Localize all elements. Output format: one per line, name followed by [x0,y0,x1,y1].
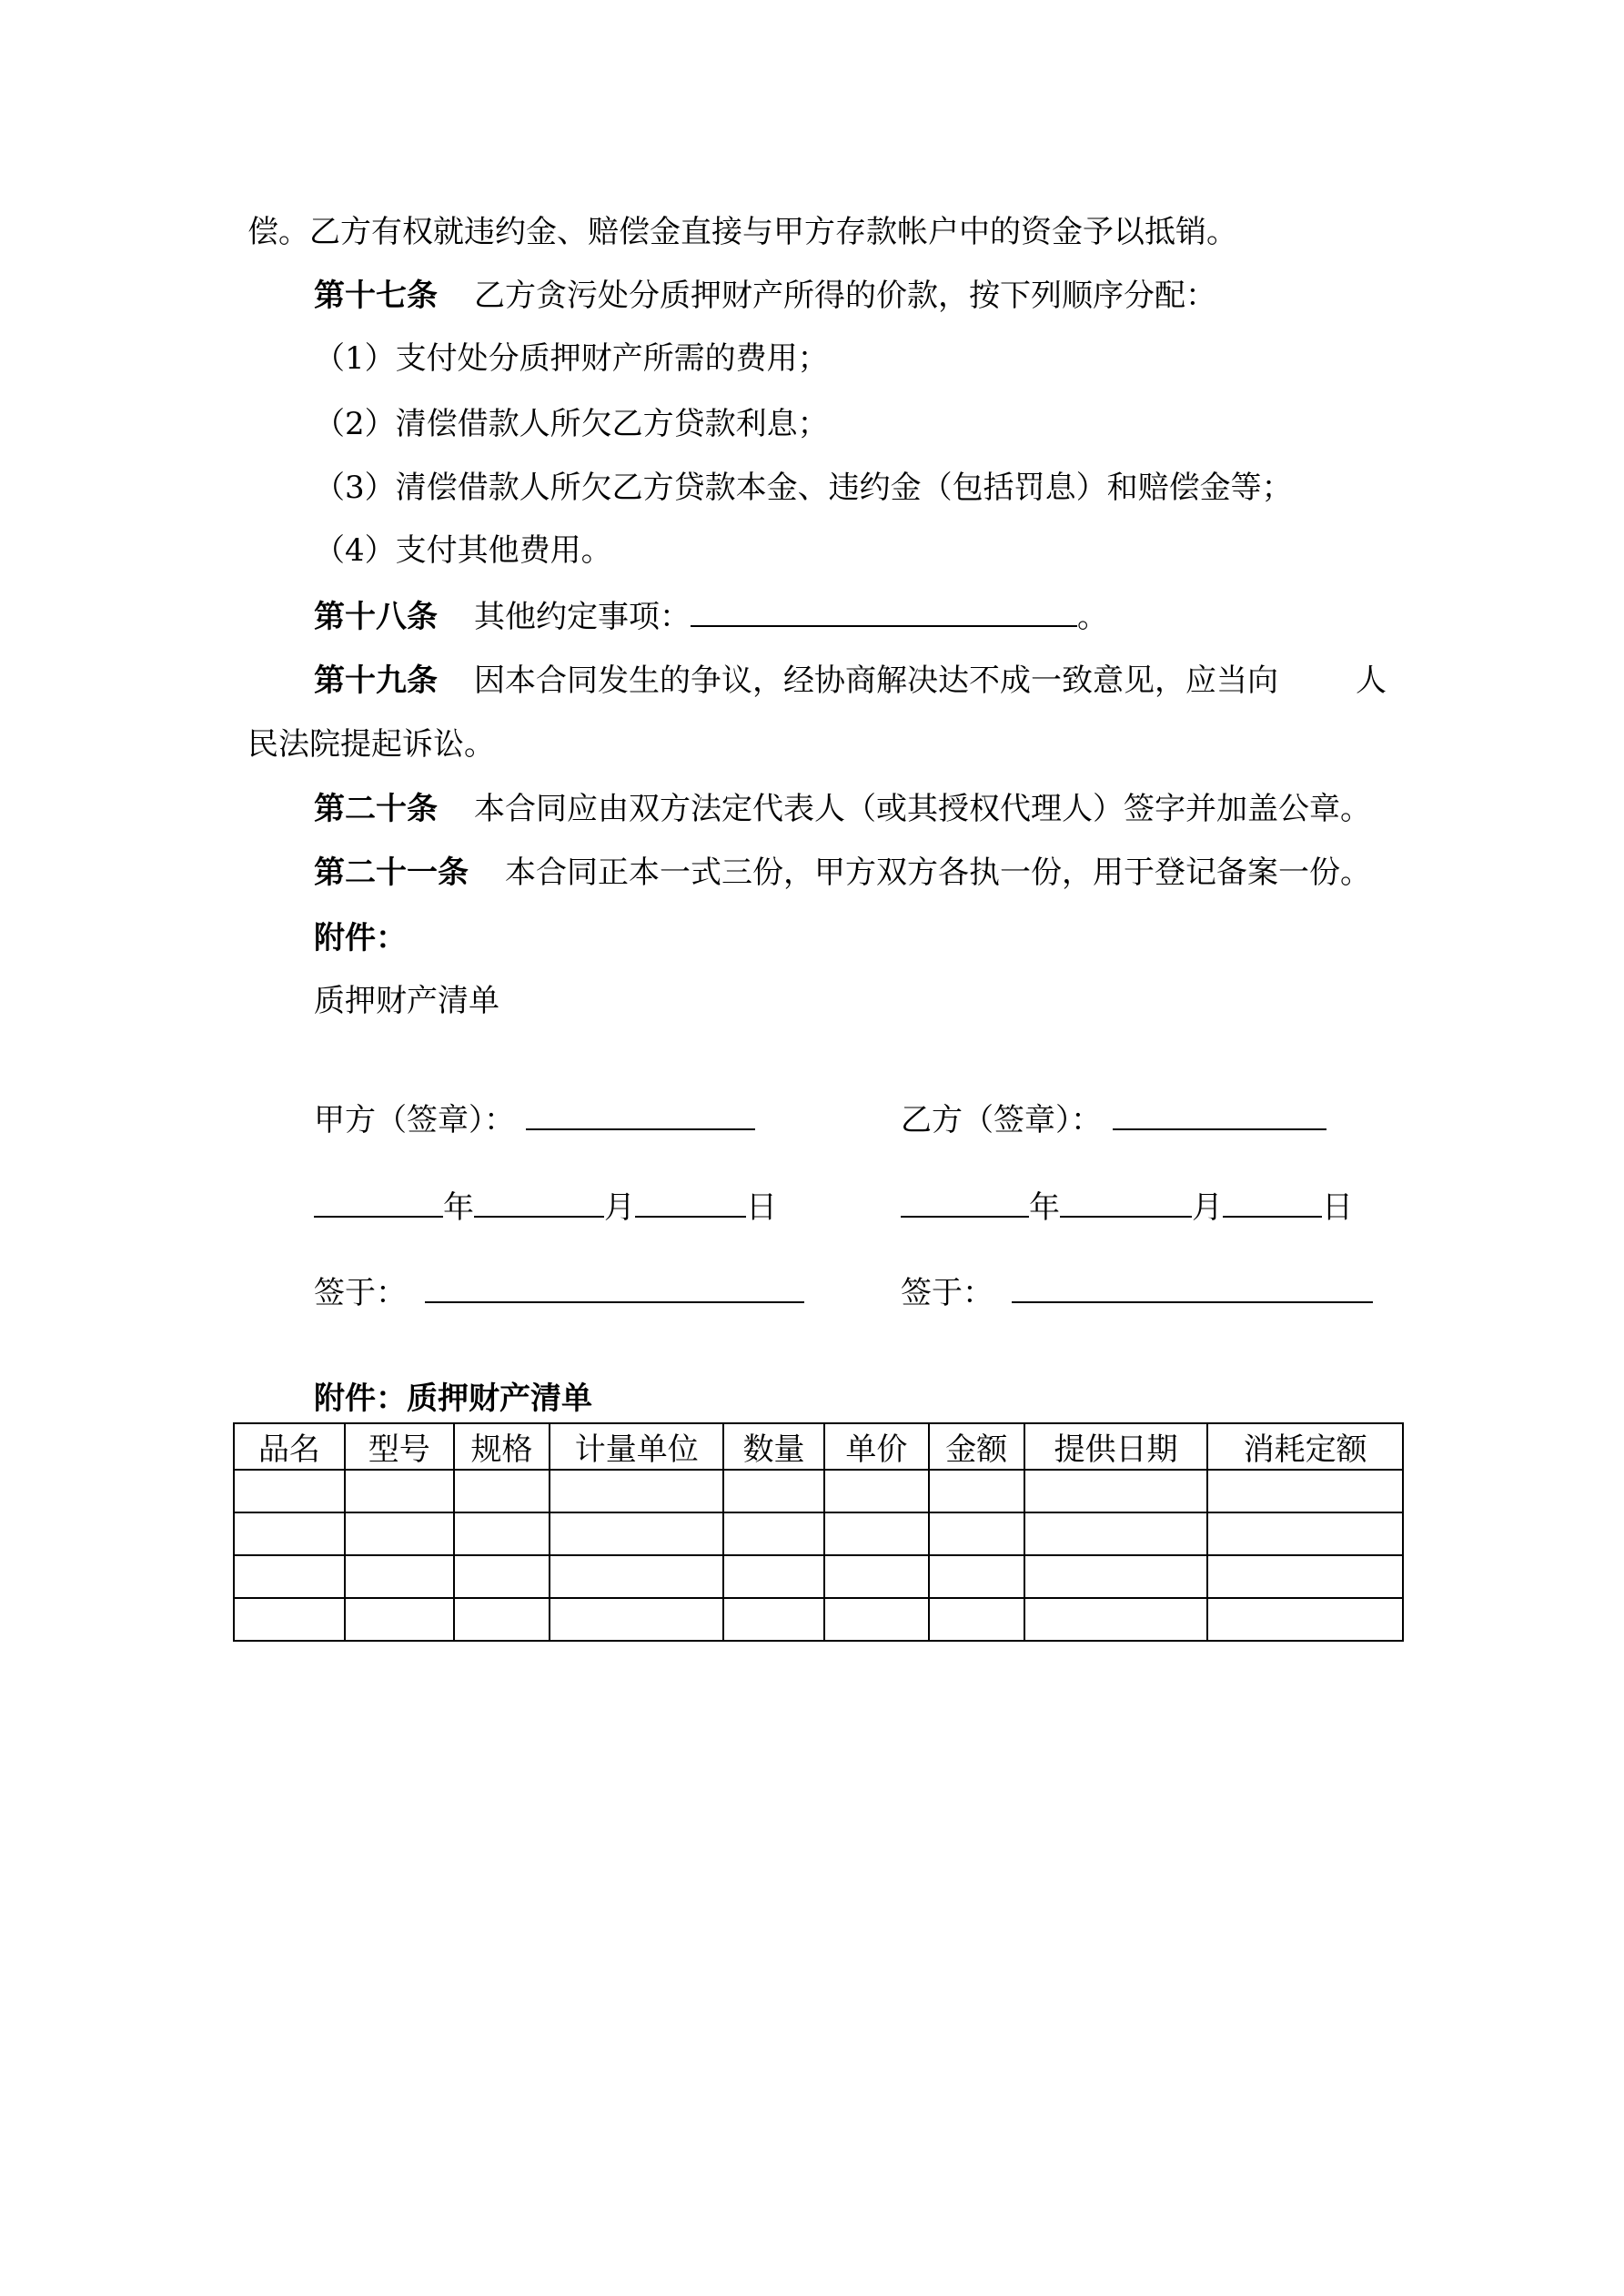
article-19 [314,663,1278,699]
table-cell[interactable] [929,1598,1024,1641]
article-17 [314,278,1216,314]
year-label: 年 [1029,1189,1060,1226]
table-cell[interactable] [723,1470,824,1512]
party-a-signature [314,1101,755,1138]
period: 。 [1077,599,1108,635]
article-20 [314,791,1371,827]
table-cell[interactable] [234,1598,345,1641]
column-header: 型号 [345,1423,454,1470]
day-label: 日 [1322,1189,1353,1226]
column-header: 计量单位 [550,1423,723,1470]
table-cell[interactable] [550,1512,723,1555]
table-cell[interactable] [345,1512,454,1555]
party-a-place [314,1274,804,1311]
party-b-place [901,1274,1373,1311]
table-cell[interactable] [550,1470,723,1512]
column-header: 品名 [234,1423,345,1470]
table-cell[interactable] [234,1512,345,1555]
party-b-signature [901,1101,1326,1138]
table-cell[interactable] [824,1555,929,1598]
table-cell[interactable] [723,1555,824,1598]
party-a-label: 甲方（签章）： [314,1102,515,1138]
party-b-date [901,1188,1353,1226]
column-header: 金额 [929,1423,1024,1470]
table-cell[interactable] [1024,1470,1208,1512]
table-cell[interactable] [929,1512,1024,1555]
blank-line[interactable] [691,598,1077,627]
table-cell[interactable] [1207,1555,1403,1598]
list-item: （2）清偿借款人所欠乙方贷款利息； [314,406,829,442]
year-label: 年 [443,1189,474,1226]
day-blank[interactable] [1223,1188,1322,1218]
table-cell[interactable] [723,1598,824,1641]
year-blank[interactable] [901,1188,1029,1218]
table-cell[interactable] [824,1598,929,1641]
day-label: 日 [746,1189,777,1226]
table-cell[interactable] [1024,1512,1208,1555]
article-text: 乙方贪污处分质押财产所得的价款，按下列顺序分配： [474,278,1216,314]
article-text: 其他约定事项： [474,599,691,635]
signed-at-label: 签于： [314,1275,407,1311]
list-item: （1）支付处分质押财产所需的费用； [314,340,829,377]
table-cell[interactable] [824,1512,929,1555]
article-text: 本合同应由双方法定代表人（或其授权代理人）签字并加盖公章。 [474,791,1371,827]
column-header: 消耗定额 [1207,1423,1403,1470]
table-row [234,1598,1403,1641]
attachment-name: 质押财产清单 [314,983,499,1019]
table-cell[interactable] [723,1512,824,1555]
column-header: 单价 [824,1423,929,1470]
table-cell[interactable] [929,1470,1024,1512]
table-cell[interactable] [1207,1512,1403,1555]
table-row [234,1555,1403,1598]
table-row [234,1470,1403,1512]
month-blank[interactable] [474,1188,604,1218]
month-label: 月 [1192,1189,1223,1226]
attachment-label: 附件： [314,920,407,956]
article-18 [314,598,1108,635]
party-b-label: 乙方（签章）： [901,1102,1102,1138]
place-blank[interactable] [425,1274,804,1303]
table-title: 附件：质押财产清单 [314,1381,592,1417]
article-text: 本合同正本一式三份，甲方双方各执一份，用于登记备案一份。 [505,855,1371,891]
article-title: 第十八条 [314,599,438,635]
year-blank[interactable] [314,1188,443,1218]
pledged-property-table [233,1422,1404,1642]
article-title: 第二十一条 [314,855,469,891]
table-cell[interactable] [550,1598,723,1641]
table-cell[interactable] [345,1598,454,1641]
signature-line[interactable] [526,1101,755,1130]
table-cell[interactable] [234,1555,345,1598]
paragraph-line: 偿。乙方有权就违约金、赔偿金直接与甲方存款帐户中的资金予以抵销。 [247,214,1237,250]
party-a-date [314,1188,777,1226]
signed-at-label: 签于： [901,1275,994,1311]
table-cell[interactable] [1207,1470,1403,1512]
place-blank[interactable] [1012,1274,1373,1303]
list-item: （3）清偿借款人所欠乙方贷款本金、违约金（包括罚息）和赔偿金等； [314,470,1293,506]
table-row [234,1512,1403,1555]
day-blank[interactable] [635,1188,746,1218]
table-cell[interactable] [345,1470,454,1512]
signature-line[interactable] [1113,1101,1326,1130]
table-cell[interactable] [1024,1598,1208,1641]
article-title: 第二十条 [314,791,438,827]
month-blank[interactable] [1060,1188,1192,1218]
table-cell[interactable] [234,1470,345,1512]
article-title: 第十九条 [314,663,438,699]
table-cell[interactable] [454,1555,550,1598]
column-header: 规格 [454,1423,550,1470]
table-cell[interactable] [345,1555,454,1598]
table-cell[interactable] [824,1470,929,1512]
table-cell[interactable] [454,1470,550,1512]
paragraph-line: 民法院提起诉讼。 [247,726,495,763]
article-21 [314,855,1371,891]
table-cell[interactable] [550,1555,723,1598]
list-item: （4）支付其他费用。 [314,532,612,569]
article-text: 因本合同发生的争议，经协商解决达不成一致意见，应当向 [474,663,1278,699]
article-title: 第十七条 [314,278,438,314]
table-cell[interactable] [454,1598,550,1641]
table-cell[interactable] [929,1555,1024,1598]
table-cell[interactable] [454,1512,550,1555]
table-header-row [234,1423,1403,1470]
table-cell[interactable] [1024,1555,1208,1598]
article-text-tail: 人 [1356,663,1387,699]
month-label: 月 [604,1189,635,1226]
column-header: 提供日期 [1024,1423,1208,1470]
column-header: 数量 [723,1423,824,1470]
table-cell[interactable] [1207,1598,1403,1641]
